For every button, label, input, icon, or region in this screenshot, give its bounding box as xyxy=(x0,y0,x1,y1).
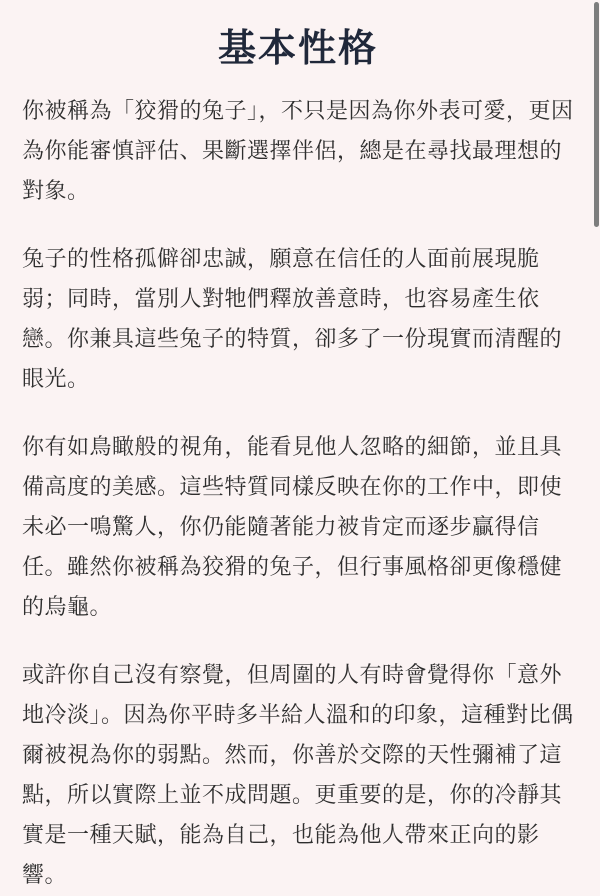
scrollbar-thumb[interactable] xyxy=(594,2,599,227)
paragraph-1: 你被稱為「狡猾的兔子」，不只是因為你外表可愛，更因為你能審慎評估、果斷選擇伴侶，總是在尋找最理想的對象。 xyxy=(22,99,574,204)
paragraph-4: 或許你自己沒有察覺，但周圍的人有時會覺得你「意外地冷淡」。因為你平時多半給人溫和的印象，這種對比偶爾被視為你的弱點。然而，你善於交際的天性彌補了這點，所以實際上並不成問題。更重要的是，你的冷靜其實是一種天賦，能為自己，也能為他人帶來正向的影響。 xyxy=(22,663,574,888)
paragraph-3: 你有如鳥瞰般的視角，能看見他人忽略的細節，並且具備高度的美感。這些特質同樣反映在你的工作中，即使未必一鳴驚人，你仍能隨著能力被肯定而逐步贏得信任。雖然你被稱為狡猾的兔子，但行事風格卻更像穩健的烏龜。 xyxy=(22,435,563,620)
paragraph-2: 兔子的性格孤僻卻忠誠，願意在信任的人面前展現脆弱；同時，當別人對牠們釋放善意時，也容易產生依戀。你兼具這些兔子的特質，卻多了一份現實而清醒的眼光。 xyxy=(22,247,563,392)
page-title: 基本性格 xyxy=(217,26,378,70)
